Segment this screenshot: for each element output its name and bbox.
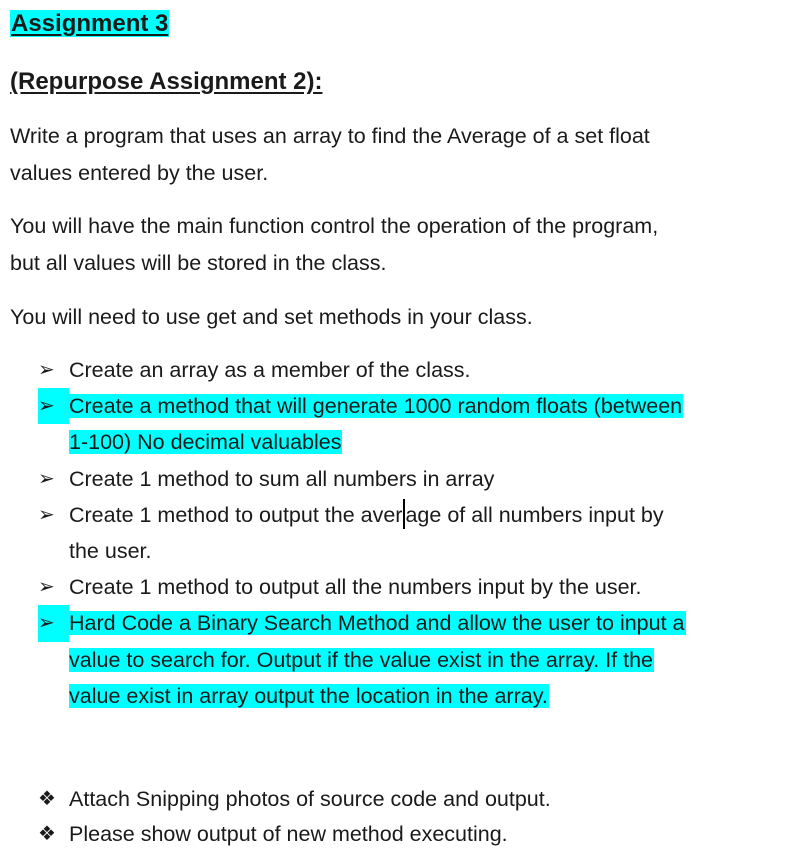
list-item-text: Attach Snipping photos of source code and output. [69,787,551,811]
paragraph-line: You will have the main function control the operation of the program, [10,214,659,238]
list-item [38,605,786,641]
list-item-text: Create 1 method to output all the numbers input by the user. [69,575,642,600]
assignment-subtitle: (Repurpose Assignment 2): [10,68,323,95]
list-item-text: 1-100) No decimal valuables [69,430,342,455]
list-item [38,461,786,497]
list-item-text: value exist in array output the location in the array. [69,683,548,708]
list-item-text-part: Create 1 method to output the aver [69,502,403,527]
list-item [38,497,786,533]
list-item [38,388,786,424]
requirements-list [38,352,786,714]
arrow-bullet-icon: ➢ [38,503,55,526]
paragraph-line: values entered by the user. [10,161,269,185]
paragraph-line: Write a program that uses an array to find the Average of a set float [10,124,650,148]
notes-list [38,782,786,852]
list-item-continuation [38,424,786,460]
list-item-continuation [38,533,786,569]
list-item [38,569,786,605]
list-item-text: the user. [69,539,152,564]
list-item-text: Create an array as a member of the class. [69,358,471,382]
list-item-text: Create a method that will generate 1000 random floats (between [69,394,683,419]
assignment-title-text: Assignment 3 [11,10,169,37]
paragraph-average [10,118,780,192]
assignment-title [10,8,169,40]
arrow-bullet-icon: ➢ [38,467,55,490]
list-item [38,352,786,388]
diamond-bullet-icon: ❖ [38,788,56,810]
paragraph-main-function [10,208,780,282]
list-item-text: value to search for. Output if the value exist in the array. If the [69,647,653,672]
paragraph-line: You will need to use get and set methods in your class. [10,305,533,329]
list-item-continuation [38,642,786,678]
arrow-bullet-icon: ➢ [38,388,69,424]
paragraph-get-set [10,299,780,336]
list-item-text-part: age of all numbers input by [405,502,664,527]
arrow-bullet-icon: ➢ [38,605,69,641]
diamond-bullet-icon: ❖ [38,823,56,845]
list-item-text: Create 1 method to sum all numbers in array [69,466,495,491]
arrow-bullet-icon: ➢ [38,359,55,381]
list-item-continuation [38,678,786,714]
list-item [38,782,786,817]
list-item [38,817,786,852]
list-item-text: Please show output of new method executing. [69,822,508,846]
arrow-bullet-icon: ➢ [38,576,55,599]
paragraph-line: but all values will be stored in the class. [10,251,387,275]
list-item-text: Hard Code a Binary Search Method and allow the user to input a [69,611,685,636]
list-item-text [69,503,665,527]
